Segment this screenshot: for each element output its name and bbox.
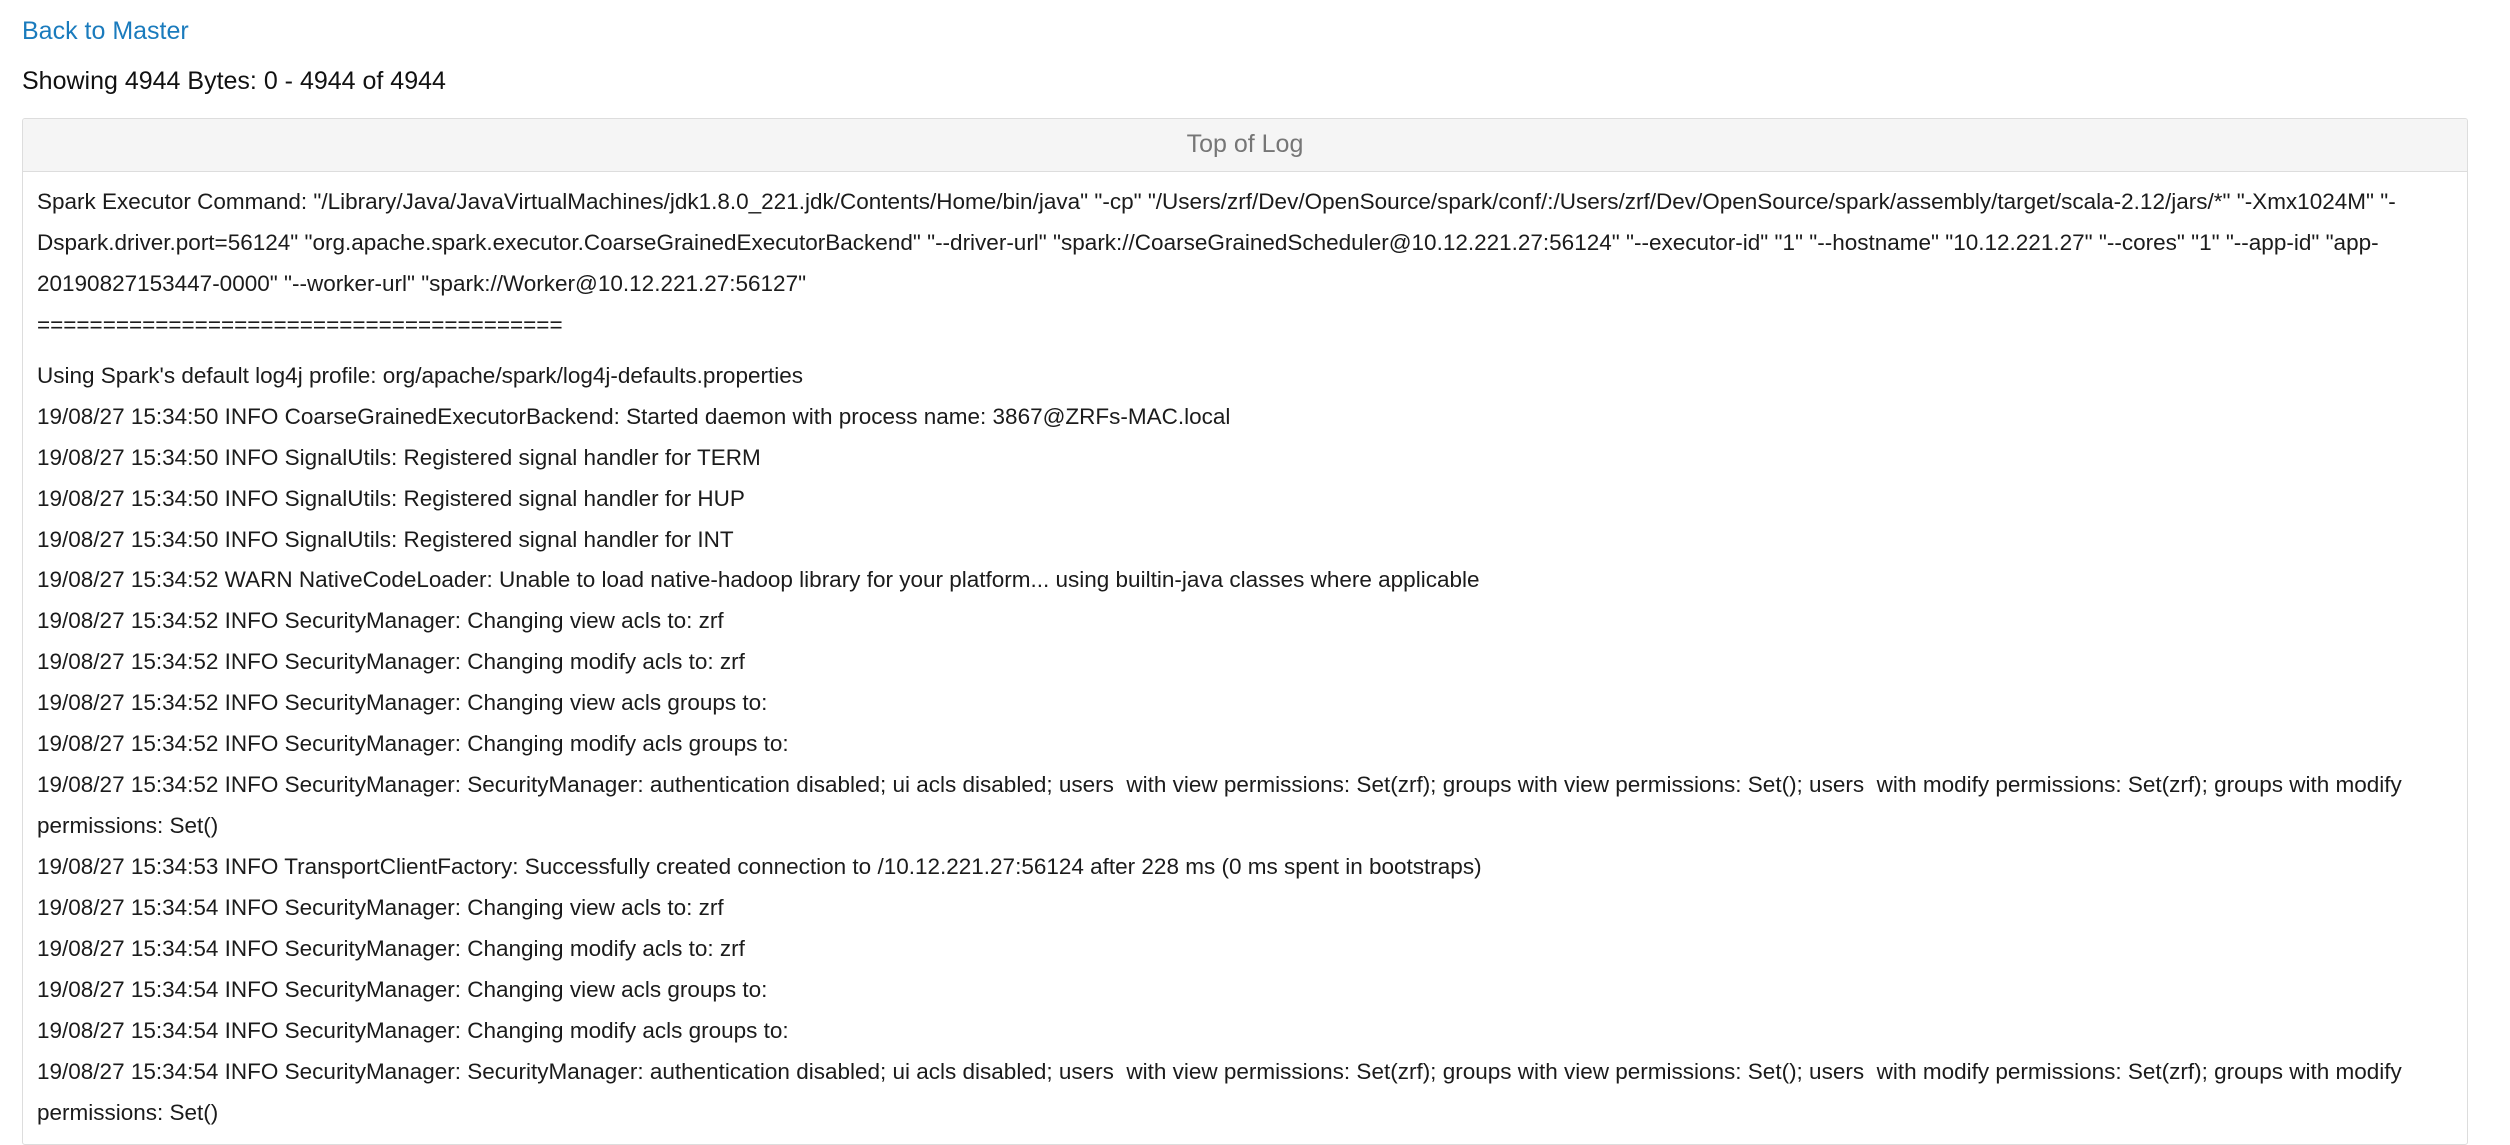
log-line: 19/08/27 15:34:54 INFO SecurityManager: Changing view acls to: zrf <box>37 894 724 920</box>
log-line: 19/08/27 15:34:52 WARN NativeCodeLoader: Unable to load native-hadoop library for your platform... using builtin-java classes where applicable <box>37 567 1480 593</box>
log-line: 19/08/27 15:34:54 INFO SecurityManager: Changing view acls groups to: <box>37 976 768 1002</box>
log-line: 19/08/27 15:34:54 INFO SecurityManager: SecurityManager: authentication disabled; ui acls disabled; users with view permissions: Set(zrf); groups with view permissions: Set(); users with modify permissions: Set(zrf); groups with modify permissions: Set() <box>37 1058 2409 1125</box>
log-line: Spark Executor Command: "/Library/Java/JavaVirtualMachines/jdk1.8.0_221.jdk/Contents/Home/bin/java" "-cp" "/Users/zrf/Dev/OpenSource/spark/conf/:/Users/zrf/Dev/OpenSource/spark/assembly/target/scala-2.12/jars/*" "-Xmx1024M" "-Dspark.driver.port=56124" "org.apache.spark.executor.CoarseGrainedExecutorBackend" "--driver-url" "spark://CoarseGrainedScheduler@10.12.221.27:56124" "--executor-id" "1" "--hostname" "10.12.221.27" "--cores" "1" "--app-id" "app-20190827153447-0000" "--worker-url" "spark://Worker@10.12.221.27:56127" <box>37 189 2396 296</box>
log-line: 19/08/27 15:34:50 INFO CoarseGrainedExecutorBackend: Started daemon with process name: 3867@ZRFs-MAC.local <box>37 403 1231 429</box>
log-line: 19/08/27 15:34:52 INFO SecurityManager: Changing modify acls to: zrf <box>37 649 745 675</box>
log-line: 19/08/27 15:34:52 INFO SecurityManager: Changing view acls groups to: <box>37 690 768 716</box>
log-line <box>37 346 2455 356</box>
log-line: 19/08/27 15:34:50 INFO SignalUtils: Registered signal handler for INT <box>37 526 734 552</box>
log-line: 19/08/27 15:34:52 INFO SecurityManager: SecurityManager: authentication disabled; ui acls disabled; users with view permissions: Set(zrf); groups with view permissions: Set(); users with modify permissions: Set(zrf); groups with modify permissions: Set() <box>37 772 2409 839</box>
log-line: 19/08/27 15:34:50 INFO SignalUtils: Registered signal handler for TERM <box>37 444 761 470</box>
log-line: 19/08/27 15:34:50 INFO SignalUtils: Registered signal handler for HUP <box>37 485 745 511</box>
log-content[interactable] <box>23 172 2467 1144</box>
log-line: 19/08/27 15:34:52 INFO SecurityManager: Changing view acls to: zrf <box>37 608 724 634</box>
log-line: Using Spark's default log4j profile: org/apache/spark/log4j-defaults.properties <box>37 362 803 388</box>
log-line: 19/08/27 15:34:54 INFO SecurityManager: Changing modify acls to: zrf <box>37 935 745 961</box>
log-line: 19/08/27 15:34:53 INFO TransportClientFactory: Successfully created connection to /10.12.221.27:56124 after 228 ms (0 ms spent in bootstraps) <box>37 854 1482 879</box>
log-panel <box>22 118 2468 1145</box>
log-line: 19/08/27 15:34:52 INFO SecurityManager: Changing modify acls groups to: <box>37 731 789 757</box>
log-line: ======================================== <box>37 311 563 337</box>
log-panel-header: Top of Log <box>23 119 2467 172</box>
log-line: 19/08/27 15:34:54 INFO SecurityManager: Changing modify acls groups to: <box>37 1017 789 1043</box>
back-to-master-link[interactable]: Back to Master <box>22 17 189 45</box>
showing-bytes-status: Showing 4944 Bytes: 0 - 4944 of 4944 <box>22 67 446 95</box>
